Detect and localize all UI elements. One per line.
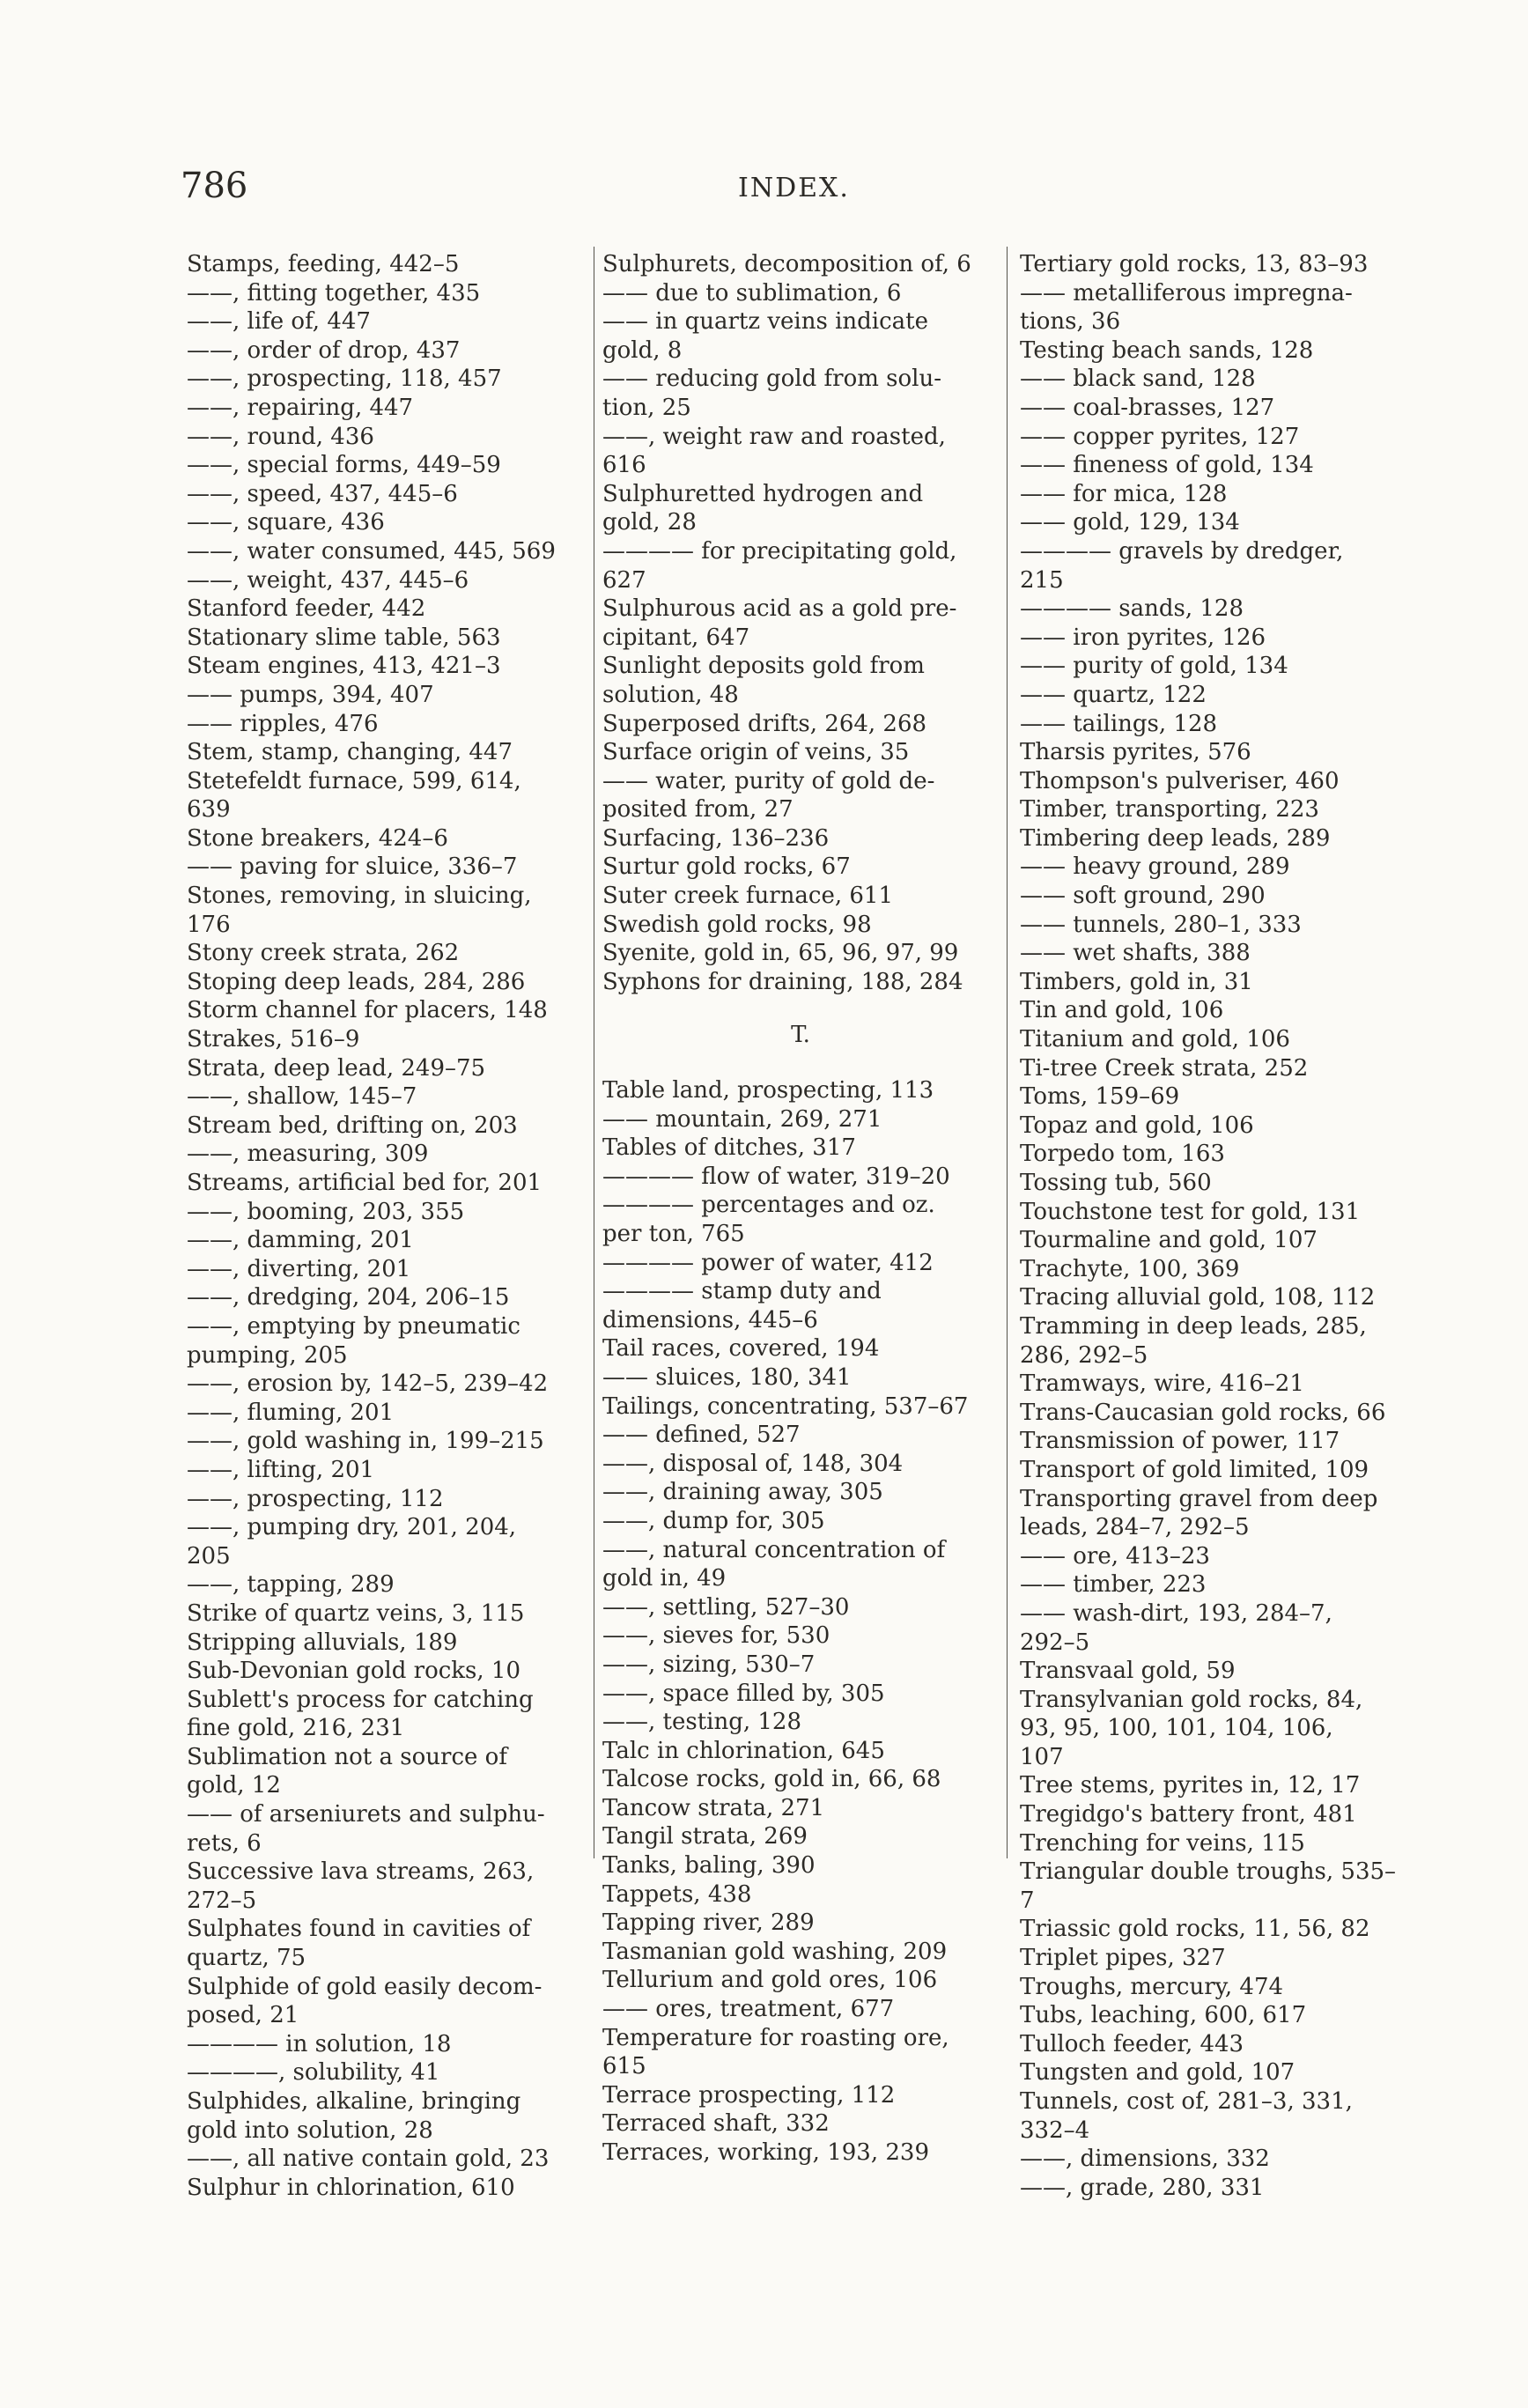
index-entry: ——, lifting, 201 — [187, 1456, 375, 1483]
index-entry: gold in, 49 — [602, 1565, 727, 1592]
index-entry: Stationary slime table, 563 — [187, 624, 501, 651]
index-entry: Transport of gold limited, 109 — [1020, 1456, 1369, 1483]
index-entry: pumping, 205 — [187, 1341, 348, 1369]
index-entry: —— for mica, 128 — [1020, 480, 1228, 507]
index-entry: Stamps, feeding, 442–5 — [187, 251, 460, 277]
index-entry: Sublett's process for catching — [187, 1686, 534, 1713]
index-entry: Transylvanian gold rocks, 84, — [1020, 1686, 1363, 1713]
index-entry: —— ripples, 476 — [187, 710, 379, 737]
index-entry: Tanks, baling, 390 — [602, 1852, 816, 1880]
index-entry: —— pumps, 394, 407 — [187, 681, 434, 708]
index-column-1 — [187, 250, 583, 2202]
index-entry: Tail races, covered, 194 — [602, 1335, 880, 1363]
index-entry: —— wash-dirt, 193, 284–7, — [1020, 1599, 1332, 1627]
index-entry: Strata, deep lead, 249–75 — [187, 1054, 486, 1082]
index-entry: Tin and gold, 106 — [1020, 997, 1224, 1024]
index-entry: Terrace prospecting, 112 — [602, 2081, 896, 2109]
index-entry: Swedish gold rocks, 98 — [602, 911, 872, 938]
index-entry: gold, 28 — [602, 509, 697, 536]
index-entry: Superposed drifts, 264, 268 — [602, 710, 927, 737]
index-entry: ——, fitting together, 435 — [187, 279, 481, 307]
index-entry: ———— stamp duty and — [602, 1278, 882, 1305]
index-entry: ——, fluming, 201 — [187, 1399, 395, 1426]
index-entry: fine gold, 216, 231 — [187, 1715, 405, 1742]
index-entry: —— ore, 413–23 — [1020, 1542, 1210, 1570]
index-entry: —— metalliferous impregna- — [1020, 279, 1353, 307]
index-entry: 272–5 — [187, 1887, 257, 1914]
index-column-2-t-entries — [602, 1076, 999, 2168]
index-entry: Touchstone test for gold, 131 — [1020, 1198, 1361, 1225]
index-entry: Steam engines, 413, 421–3 — [187, 653, 501, 680]
index-entry: Sulphurous acid as a gold pre- — [602, 595, 957, 623]
index-entry: —— iron pyrites, 126 — [1020, 624, 1266, 651]
index-entry: —— quartz, 122 — [1020, 681, 1207, 708]
index-entry: Triangular double troughs, 535– — [1020, 1858, 1397, 1886]
index-entry: Trachyte, 100, 369 — [1020, 1255, 1240, 1282]
index-entry: ——, prospecting, 118, 457 — [187, 366, 502, 393]
index-entry: ——, round, 436 — [187, 423, 374, 450]
index-entry: —— coal-brasses, 127 — [1020, 394, 1275, 421]
index-entry: ——, diverting, 201 — [187, 1255, 411, 1282]
index-entry: Terraces, working, 193, 239 — [602, 2139, 929, 2166]
index-entry: Stony creek strata, 262 — [187, 940, 460, 967]
index-entry: —— fineness of gold, 134 — [1020, 452, 1314, 479]
index-entry: —— tunnels, 280–1, 333 — [1020, 911, 1302, 938]
index-entry: —— timber, 223 — [1020, 1571, 1207, 1599]
index-entry: Tracing alluvial gold, 108, 112 — [1020, 1284, 1376, 1311]
index-entry: Streams, artificial bed for, 201 — [187, 1170, 543, 1196]
index-entry: Timber, transporting, 223 — [1020, 796, 1319, 824]
index-entry: Stetefeldt furnace, 599, 614, — [187, 767, 521, 794]
index-entry: Timbering deep leads, 289 — [1020, 824, 1331, 852]
index-entry: Stanford feeder, 442 — [187, 595, 426, 623]
index-entry: —— defined, 527 — [602, 1422, 801, 1449]
index-entry: —— copper pyrites, 127 — [1020, 423, 1300, 450]
index-entry: Tables of ditches, 317 — [602, 1134, 856, 1162]
index-entry: Sulphurets, decomposition of, 6 — [602, 251, 971, 277]
index-entry: quartz, 75 — [187, 1945, 306, 1972]
index-entry: —— in quartz veins indicate — [602, 308, 928, 336]
index-entry: ———— sands, 128 — [1020, 595, 1244, 623]
index-entry: gold into solution, 28 — [187, 2116, 433, 2144]
index-entry: —— wet shafts, 388 — [1020, 940, 1251, 967]
index-entry: —— due to sublimation, 6 — [602, 279, 902, 307]
index-entry: ——, order of drop, 437 — [187, 336, 461, 364]
index-entry: ——, gold washing in, 199–215 — [187, 1428, 544, 1455]
index-entry: ————, solubility, 41 — [187, 2059, 440, 2087]
index-entry: Strike of quartz veins, 3, 115 — [187, 1599, 525, 1627]
index-entry: ———— percentages and oz. — [602, 1192, 935, 1219]
index-entry: 627 — [602, 566, 646, 594]
index-entry: ——, dump for, 305 — [602, 1507, 825, 1534]
index-entry: ———— for precipitating gold, — [602, 537, 957, 565]
index-entry: Stripping alluvials, 189 — [187, 1629, 458, 1656]
index-entry: ———— gravels by dredger, — [1020, 537, 1344, 565]
index-entry: 332–4 — [1020, 2116, 1090, 2144]
index-column-2 — [602, 250, 999, 2168]
index-entry: Titanium and gold, 106 — [1020, 1026, 1290, 1053]
index-entry: ——, life of, 447 — [187, 308, 371, 336]
index-entry: —— purity of gold, 134 — [1020, 653, 1288, 680]
index-entry: Tailings, concentrating, 537–67 — [602, 1392, 969, 1420]
index-entry: ——, dimensions, 332 — [1020, 2146, 1270, 2173]
index-entry: ——, prospecting, 112 — [187, 1485, 444, 1512]
index-entry: Tellurium and gold ores, 106 — [602, 1967, 938, 1994]
index-entry: Tapping river, 289 — [602, 1909, 815, 1937]
index-entry: —— heavy ground, 289 — [1020, 853, 1290, 881]
index-entry: posited from, 27 — [602, 796, 794, 824]
index-entry: —— reducing gold from solu- — [602, 366, 941, 393]
index-entry: Tharsis pyrites, 576 — [1020, 739, 1251, 766]
index-entry: Stones, removing, in sluicing, — [187, 883, 532, 910]
index-entry: Talc in chlorination, 645 — [602, 1737, 885, 1764]
index-entry: 7 — [1020, 1887, 1035, 1914]
index-entry: Troughs, mercury, 474 — [1020, 1973, 1284, 2000]
index-entry: 292–5 — [1020, 1629, 1090, 1656]
index-entry: Strakes, 516–9 — [187, 1026, 360, 1053]
index-entry: Surfacing, 136–236 — [602, 824, 830, 852]
index-entry: —— sluices, 180, 341 — [602, 1363, 852, 1391]
index-entry: ——, pumping dry, 201, 204, — [187, 1514, 517, 1541]
index-entry: —— water, purity of gold de- — [602, 767, 935, 794]
index-entry: Thompson's pulveriser, 460 — [1020, 767, 1340, 794]
index-entry: ——, testing, 128 — [602, 1709, 802, 1736]
index-entry: tion, 25 — [602, 394, 691, 421]
index-entry: 215 — [1020, 566, 1064, 594]
index-entry: ——, shallow, 145–7 — [187, 1083, 417, 1111]
index-column-2-s-entries — [602, 250, 999, 996]
index-entry: ——, erosion by, 142–5, 239–42 — [187, 1370, 549, 1398]
index-entry: Sulphates found in cavities of — [187, 1916, 531, 1943]
index-entry: —— ores, treatment, 677 — [602, 1996, 895, 2023]
index-entry: Topaz and gold, 106 — [1020, 1112, 1254, 1139]
index-entry: —— mountain, 269, 271 — [602, 1105, 882, 1133]
index-entry: Stoping deep leads, 284, 286 — [187, 968, 526, 995]
index-entry: Sunlight deposits gold from — [602, 653, 925, 680]
index-entry: ——, grade, 280, 331 — [1020, 2174, 1265, 2201]
index-entry: ——, speed, 437, 445–6 — [187, 480, 458, 507]
index-entry: Stream bed, drifting on, 203 — [187, 1112, 518, 1139]
index-entry: tions, 36 — [1020, 308, 1121, 336]
index-entry: cipitant, 647 — [602, 624, 750, 651]
index-entry: rets, 6 — [187, 1829, 262, 1857]
index-entry: ——, settling, 527–30 — [602, 1593, 850, 1621]
index-entry: Sulphides, alkaline, bringing — [187, 2088, 521, 2115]
index-entry: Sublimation not a source of — [187, 1743, 507, 1770]
index-entry: Stem, stamp, changing, 447 — [187, 739, 513, 766]
index-entry: Transporting gravel from deep — [1020, 1485, 1378, 1512]
index-entry: Torpedo tom, 163 — [1020, 1141, 1225, 1168]
index-entry: ——, square, 436 — [187, 509, 385, 536]
section-letter-t: T. — [791, 1022, 810, 1049]
index-entry: Tancow strata, 271 — [602, 1794, 825, 1821]
index-entry: 107 — [1020, 1743, 1064, 1770]
index-entry: Toms, 159–69 — [1020, 1083, 1180, 1111]
index-entry: Transvaal gold, 59 — [1020, 1658, 1236, 1685]
index-entry: Surtur gold rocks, 67 — [602, 853, 851, 881]
index-entry: 616 — [602, 452, 646, 479]
index-entry: —— of arseniurets and sulphu- — [187, 1801, 545, 1828]
index-entry: ——, disposal of, 148, 304 — [602, 1450, 904, 1477]
index-entry: ——, special forms, 449–59 — [187, 452, 501, 479]
index-entry: Testing beach sands, 128 — [1020, 336, 1314, 364]
index-entry: Sub-Devonian gold rocks, 10 — [187, 1658, 521, 1685]
index-entry: Tappets, 438 — [602, 1880, 752, 1908]
index-entry: Storm channel for placers, 148 — [187, 997, 548, 1024]
index-entry: Ti-tree Creek strata, 252 — [1020, 1054, 1309, 1082]
index-entry: ——, draining away, 305 — [602, 1479, 883, 1506]
index-entry: ——, weight, 437, 445–6 — [187, 566, 469, 594]
index-entry: ———— power of water, 412 — [602, 1249, 934, 1276]
index-entry: ——, damming, 201 — [187, 1227, 414, 1254]
index-entry: Tungsten and gold, 107 — [1020, 2059, 1295, 2087]
index-entry: Tubs, leaching, 600, 617 — [1020, 2002, 1307, 2029]
index-entry: dimensions, 445–6 — [602, 1306, 818, 1333]
page-number: 786 — [181, 166, 248, 206]
index-entry: leads, 284–7, 292–5 — [1020, 1514, 1250, 1541]
index-entry: ——, tapping, 289 — [187, 1571, 395, 1599]
index-entry: posed, 21 — [187, 2002, 299, 2029]
index-entry: ——, repairing, 447 — [187, 394, 414, 421]
index-entry: Tasmanian gold washing, 209 — [602, 1938, 948, 1965]
index-entry: ——, emptying by pneumatic — [187, 1312, 520, 1340]
index-entry: solution, 48 — [602, 681, 739, 708]
index-entry: Tertiary gold rocks, 13, 83–93 — [1020, 251, 1369, 277]
index-entry: 286, 292–5 — [1020, 1341, 1148, 1369]
index-entry: gold, 12 — [187, 1772, 281, 1799]
index-entry: Tramming in deep leads, 285, — [1020, 1312, 1367, 1340]
index-entry: ——, water consumed, 445, 569 — [187, 537, 556, 565]
index-entry: 93, 95, 100, 101, 104, 106, — [1020, 1715, 1333, 1742]
column-divider — [1007, 247, 1008, 1858]
index-entry: 639 — [187, 796, 231, 824]
index-entry: Temperature for roasting ore, — [602, 2024, 949, 2051]
index-entry: Trans-Caucasian gold rocks, 66 — [1020, 1399, 1386, 1426]
index-entry: ———— flow of water, 319–20 — [602, 1163, 950, 1190]
index-entry: ——, natural concentration of — [602, 1536, 946, 1563]
index-entry: ——, space filled by, 305 — [602, 1680, 885, 1707]
index-entry: —— gold, 129, 134 — [1020, 509, 1240, 536]
index-entry: ——, weight raw and roasted, — [602, 423, 946, 450]
index-entry: Tree stems, pyrites in, 12, 17 — [1020, 1772, 1361, 1799]
index-entry: ——, measuring, 309 — [187, 1141, 429, 1168]
index-entry: —— black sand, 128 — [1020, 366, 1256, 393]
index-entry: Tangil strata, 269 — [602, 1823, 808, 1850]
index-entry: gold, 8 — [602, 336, 683, 364]
index-entry: Stone breakers, 424–6 — [187, 824, 448, 852]
index-entry: Sulphuretted hydrogen and — [602, 480, 924, 507]
index-column-3 — [1020, 250, 1414, 2202]
index-entry: Surface origin of veins, 35 — [602, 739, 910, 766]
index-entry: Sulphur in chlorination, 610 — [187, 2174, 515, 2201]
index-entry: 205 — [187, 1542, 231, 1570]
index-entry: Tramways, wire, 416–21 — [1020, 1370, 1304, 1398]
index-entry: Tulloch feeder, 443 — [1020, 2030, 1244, 2057]
index-entry: 176 — [187, 911, 231, 938]
index-entry: per ton, 765 — [602, 1221, 745, 1247]
index-entry: ——, sieves for, 530 — [602, 1622, 830, 1650]
index-entry: Trenching for veins, 115 — [1020, 1829, 1305, 1857]
running-head: INDEX. — [738, 173, 850, 203]
index-entry: Tossing tub, 560 — [1020, 1170, 1212, 1196]
index-entry: ——, all native contain gold, 23 — [187, 2146, 550, 2173]
index-entry: —— paving for sluice, 336–7 — [187, 853, 518, 881]
index-entry: Tourmaline and gold, 107 — [1020, 1227, 1318, 1254]
index-entry: —— soft ground, 290 — [1020, 883, 1266, 910]
index-entry: ——, dredging, 204, 206–15 — [187, 1284, 510, 1311]
index-entry: Transmission of power, 117 — [1020, 1428, 1340, 1455]
index-entry: Tregidgo's battery front, 481 — [1020, 1801, 1357, 1828]
index-entry: 615 — [602, 2053, 646, 2080]
index-entry: Syenite, gold in, 65, 96, 97, 99 — [602, 940, 959, 967]
index-entry: Timbers, gold in, 31 — [1020, 968, 1253, 995]
index-entry: Sulphide of gold easily decom- — [187, 1973, 543, 2000]
index-entry: Syphons for draining, 188, 284 — [602, 968, 963, 995]
index-entry: ———— in solution, 18 — [187, 2030, 452, 2057]
index-entry: Triassic gold rocks, 11, 56, 82 — [1020, 1916, 1370, 1943]
index-entry: ——, booming, 203, 355 — [187, 1198, 465, 1225]
index-entry: Talcose rocks, gold in, 66, 68 — [602, 1766, 941, 1793]
index-entry: —— tailings, 128 — [1020, 710, 1218, 737]
index-entry: ——, sizing, 530–7 — [602, 1651, 816, 1678]
index-entry: Terraced shaft, 332 — [602, 2110, 830, 2138]
index-entry: Suter creek furnace, 611 — [602, 883, 894, 910]
index-entry: Successive lava streams, 263, — [187, 1858, 535, 1886]
index-entry: Table land, prospecting, 113 — [602, 1077, 934, 1104]
index-entry: Tunnels, cost of, 281–3, 331, — [1020, 2088, 1353, 2115]
index-entry: Triplet pipes, 327 — [1020, 1945, 1226, 1972]
